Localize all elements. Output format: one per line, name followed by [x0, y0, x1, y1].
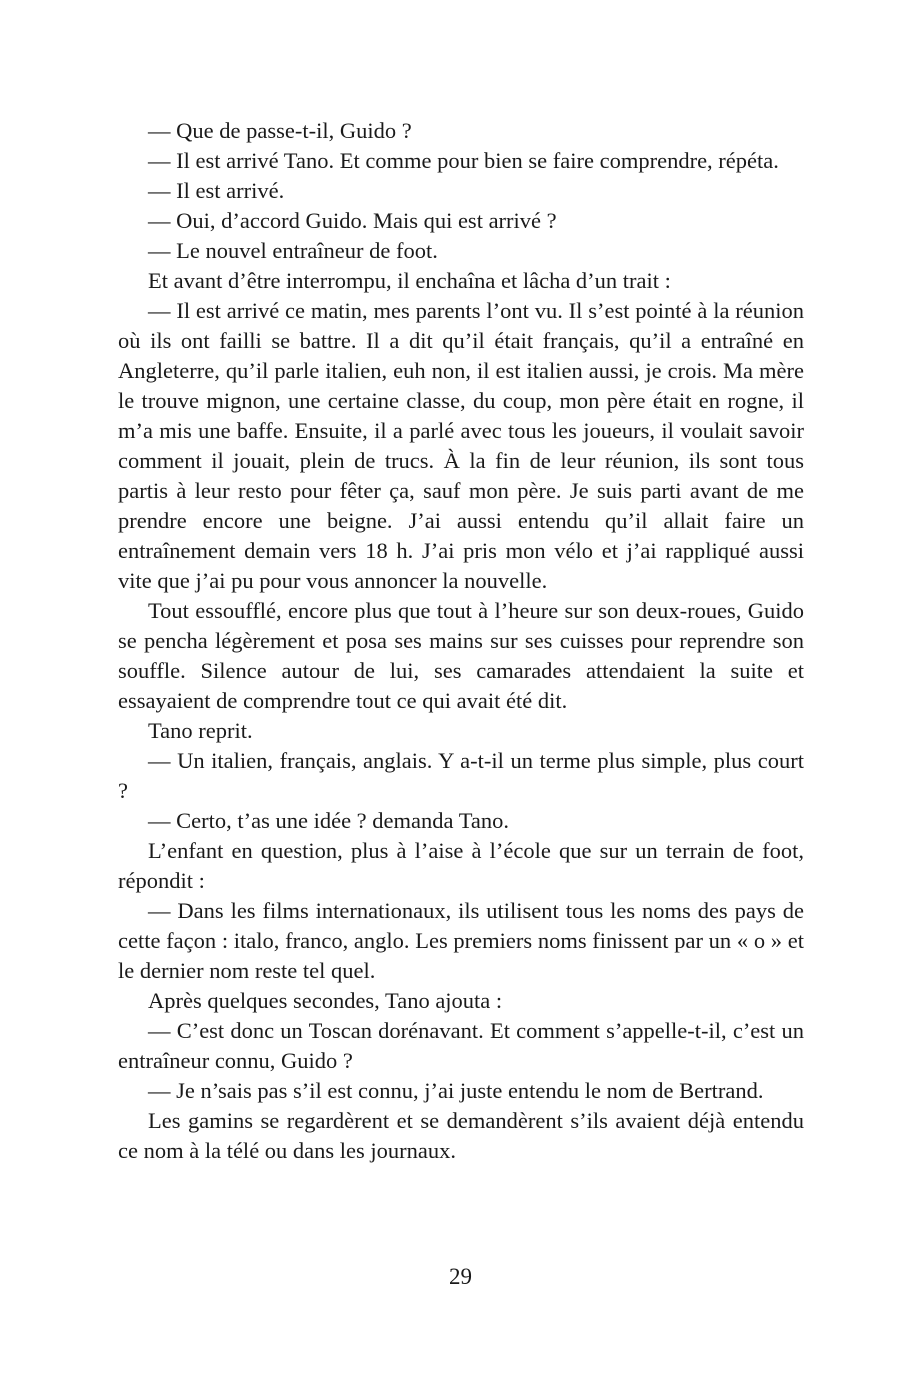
paragraph: — Il est arrivé Tano. Et comme pour bien se faire comprendre, répéta.: [148, 148, 779, 173]
paragraph: — Oui, d’accord Guido. Mais qui est arrivé ?: [148, 208, 557, 233]
page-number: 29: [449, 1264, 472, 1289]
paragraph: — Dans les films internationaux, ils utilisent tous les noms des pays de cette façon : italo, franco, anglo. Les premiers noms finissent par un « o » et le dernier nom reste tel quel.: [118, 898, 804, 983]
paragraph: Après quelques secondes, Tano ajouta :: [148, 988, 503, 1013]
paragraph: — Il est arrivé ce matin, mes parents l’ont vu. Il s’est pointé à la réunion où ils ont failli se battre. Il a dit qu’il était français, qu’il a entraîné en Angleterre, qu’il parle italien, euh non, il est italien aussi, je crois. Ma mère le trouve mignon, une certaine classe, du coup, mon père était en rogne, il m’a mis une baffe. Ensuite, il a parlé avec tous les joueurs, il voulait savoir comment il jouait, plein de trucs. À la fin de leur réunion, ils sont tous partis à leur resto pour fêter ça, sauf mon père. Je suis parti avant de me prendre encore une beigne. J’ai aussi entendu qu’il allait faire un entraînement demain vers 18 h. J’ai pris mon vélo et j’ai rappliqué aussi vite que j’ai pu pour vous annoncer la nouvelle.: [118, 298, 804, 593]
paragraph: — Que de passe-t-il, Guido ?: [148, 118, 412, 143]
paragraph: — Certo, t’as une idée ? demanda Tano.: [148, 808, 510, 833]
body-text: [118, 116, 804, 1166]
paragraph: L’enfant en question, plus à l’aise à l’école que sur un terrain de foot, répondit :: [118, 838, 804, 893]
paragraph: Tout essoufflé, encore plus que tout à l’heure sur son deux-roues, Guido se pencha légèrement et posa ses mains sur ses cuisses pour reprendre son souffle. Silence autour de lui, ses camarades attendaient la suite et essayaient de comprendre tout ce qui avait été dit.: [118, 598, 804, 713]
paragraph: — C’est donc un Toscan dorénavant. Et comment s’appelle-t-il, c’est un entraîneur connu, Guido ?: [118, 1018, 804, 1073]
paragraph: Tano reprit.: [148, 718, 253, 743]
paragraph: Les gamins se regardèrent et se demandèrent s’ils avaient déjà entendu ce nom à la télé ou dans les journaux.: [118, 1108, 804, 1163]
paragraph: — Un italien, français, anglais. Y a-t-il un terme plus simple, plus court ?: [118, 748, 804, 803]
paragraph: Et avant d’être interrompu, il enchaîna et lâcha d’un trait :: [148, 268, 671, 293]
paragraph: — Je n’sais pas s’il est connu, j’ai juste entendu le nom de Bertrand.: [148, 1078, 764, 1103]
paragraph: — Le nouvel entraîneur de foot.: [148, 238, 438, 263]
paragraph: — Il est arrivé.: [148, 178, 285, 203]
